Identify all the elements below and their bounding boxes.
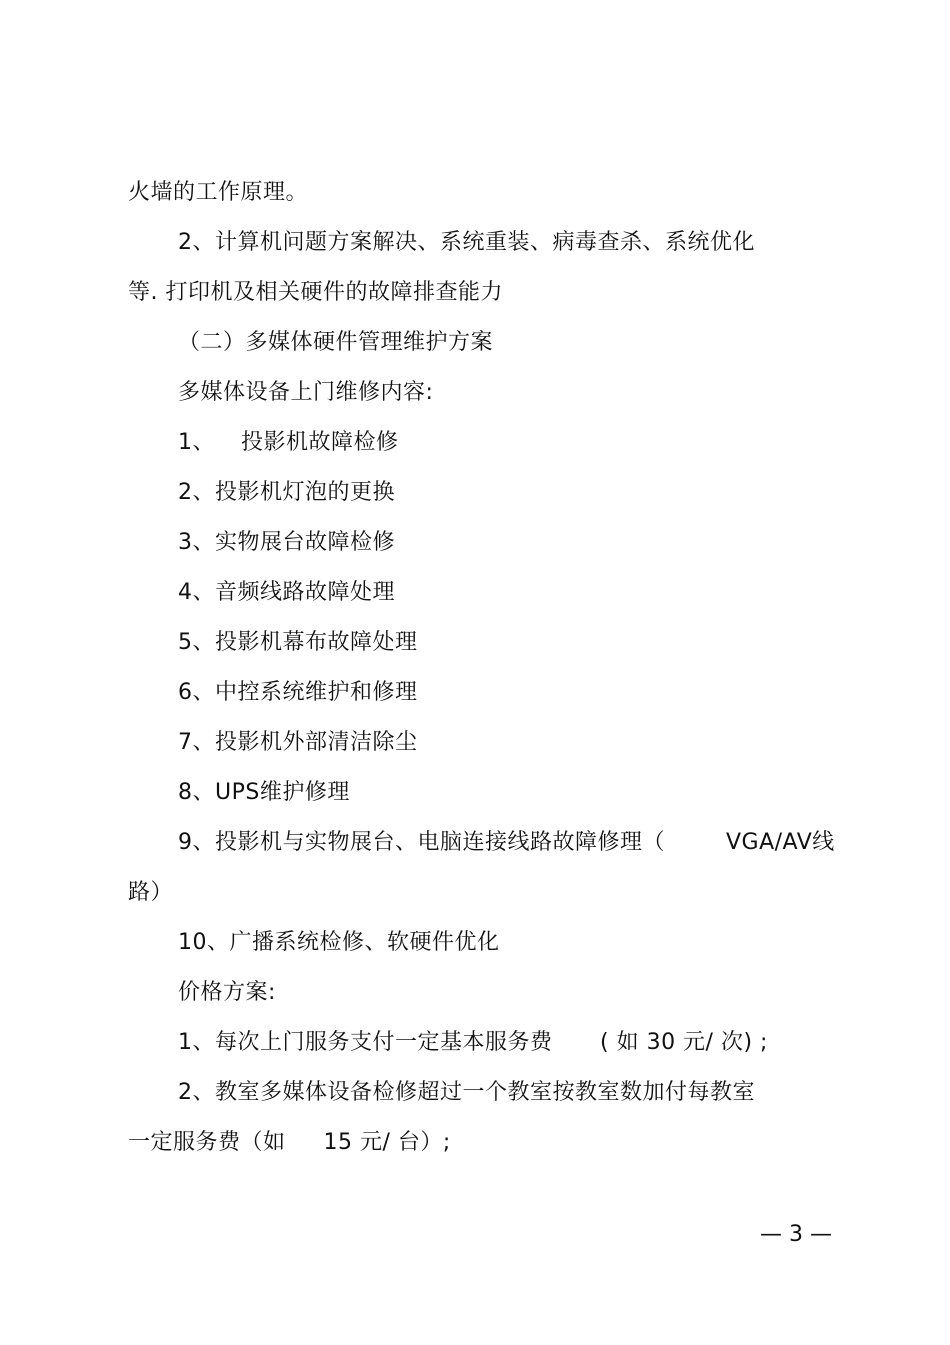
list-item xyxy=(178,428,399,458)
text-line: 火墙的工作原理。 xyxy=(128,180,309,205)
list-item-wrap: 路） xyxy=(128,880,174,905)
list-item: 6、中控系统维护和修理 xyxy=(178,680,418,705)
text-line: 2、计算机问题方案解决、系统重装、病毒查杀、系统优化 xyxy=(178,230,755,255)
section-label: 价格方案: xyxy=(178,980,276,1005)
price-item: 1、每次上门服务支付一定基本服务费 xyxy=(178,1030,553,1055)
list-item: 3、实物展台故障检修 xyxy=(178,530,395,555)
list-item-continuation: VGA/AV线 xyxy=(726,830,835,855)
list-item: 10、广播系统检修、软硬件优化 xyxy=(178,930,500,955)
price-item-wrap xyxy=(128,1128,451,1158)
list-item: 2、投影机灯泡的更换 xyxy=(178,480,395,505)
list-item: 4、音频线路故障处理 xyxy=(178,580,395,605)
text-line: 等. 打印机及相关硬件的故障排查能力 xyxy=(128,280,503,305)
list-item: 8、UPS维护修理 xyxy=(178,780,350,805)
page-number: — 3 — xyxy=(760,1222,832,1247)
list-item: 5、投影机幕布故障处理 xyxy=(178,630,418,655)
price-item-wrap-text: 一定服务费（如 xyxy=(128,1130,286,1155)
section-heading: （二）多媒体硬件管理维护方案 xyxy=(178,330,494,355)
list-item: 9、投影机与实物展台、电脑连接线路故障修理（ xyxy=(178,830,665,855)
price-item: 2、教室多媒体设备检修超过一个教室按教室数加付每教室 xyxy=(178,1080,755,1105)
list-item-text: 投影机故障检修 xyxy=(241,430,399,455)
list-item-number: 1、 xyxy=(178,430,215,455)
text-line: 多媒体设备上门维修内容: xyxy=(178,380,434,405)
list-item: 7、投影机外部清洁除尘 xyxy=(178,730,418,755)
price-item-detail: ( 如 30 元/ 次) ; xyxy=(600,1030,768,1055)
price-item-wrap-detail: 15 元/ 台）; xyxy=(323,1130,451,1155)
